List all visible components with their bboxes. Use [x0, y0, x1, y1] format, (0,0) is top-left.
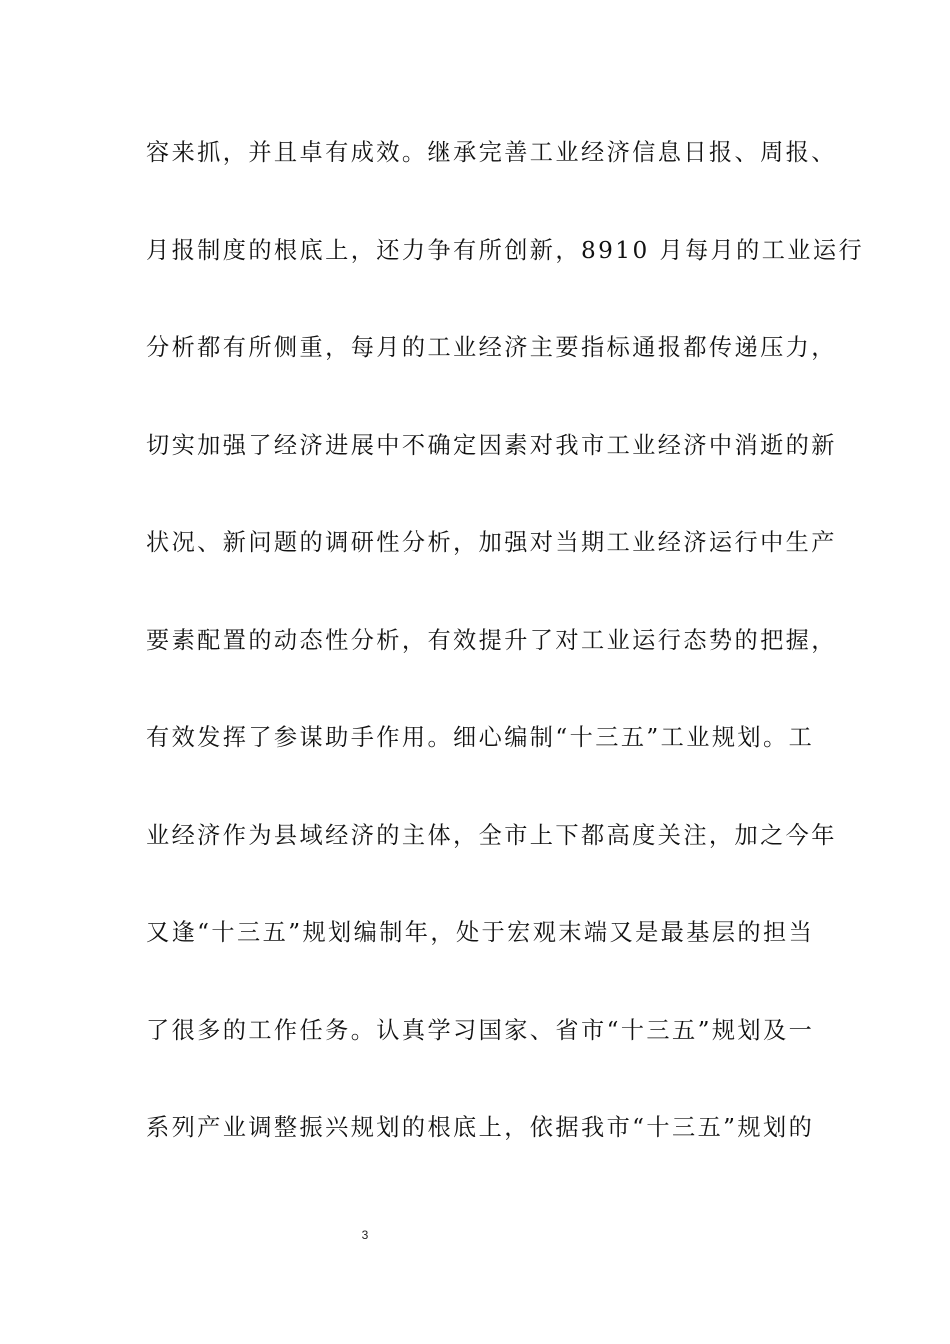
text-line: 业经济作为县域经济的主体，全市上下都高度关注，加之今年 [146, 821, 837, 849]
text-line: 又逢“十三五”规划编制年，处于宏观末端又是最基层的担当 [146, 919, 815, 946]
text-line: 月报制度的根底上，还力争有所创新，8910 月每月的工业运行 [146, 236, 865, 264]
page-number: 3 [361, 1228, 369, 1242]
body-text [146, 128, 865, 1201]
text-line: 了很多的工作任务。认真学习国家、省市“十三五”规划及一 [146, 1016, 815, 1044]
text-line: 系列产业调整振兴规划的根底上，依据我市“十三五”规划的 [146, 1114, 815, 1141]
text-line: 状况、新问题的调研性分析，加强对当期工业经济运行中生产 [146, 529, 837, 556]
text-line: 有效发挥了参谋助手作用。细心编制“十三五”工业规划。工 [146, 724, 815, 751]
text-line: 要素配置的动态性分析，有效提升了对工业运行态势的把握， [146, 626, 837, 654]
text-line: 分析都有所侧重，每月的工业经济主要指标通报都传递压力， [146, 334, 837, 361]
text-line: 容来抓，并且卓有成效。继承完善工业经济信息日报、周报、 [146, 139, 837, 166]
text-line: 切实加强了经济进展中不确定因素对我市工业经济中消逝的新 [146, 431, 837, 459]
